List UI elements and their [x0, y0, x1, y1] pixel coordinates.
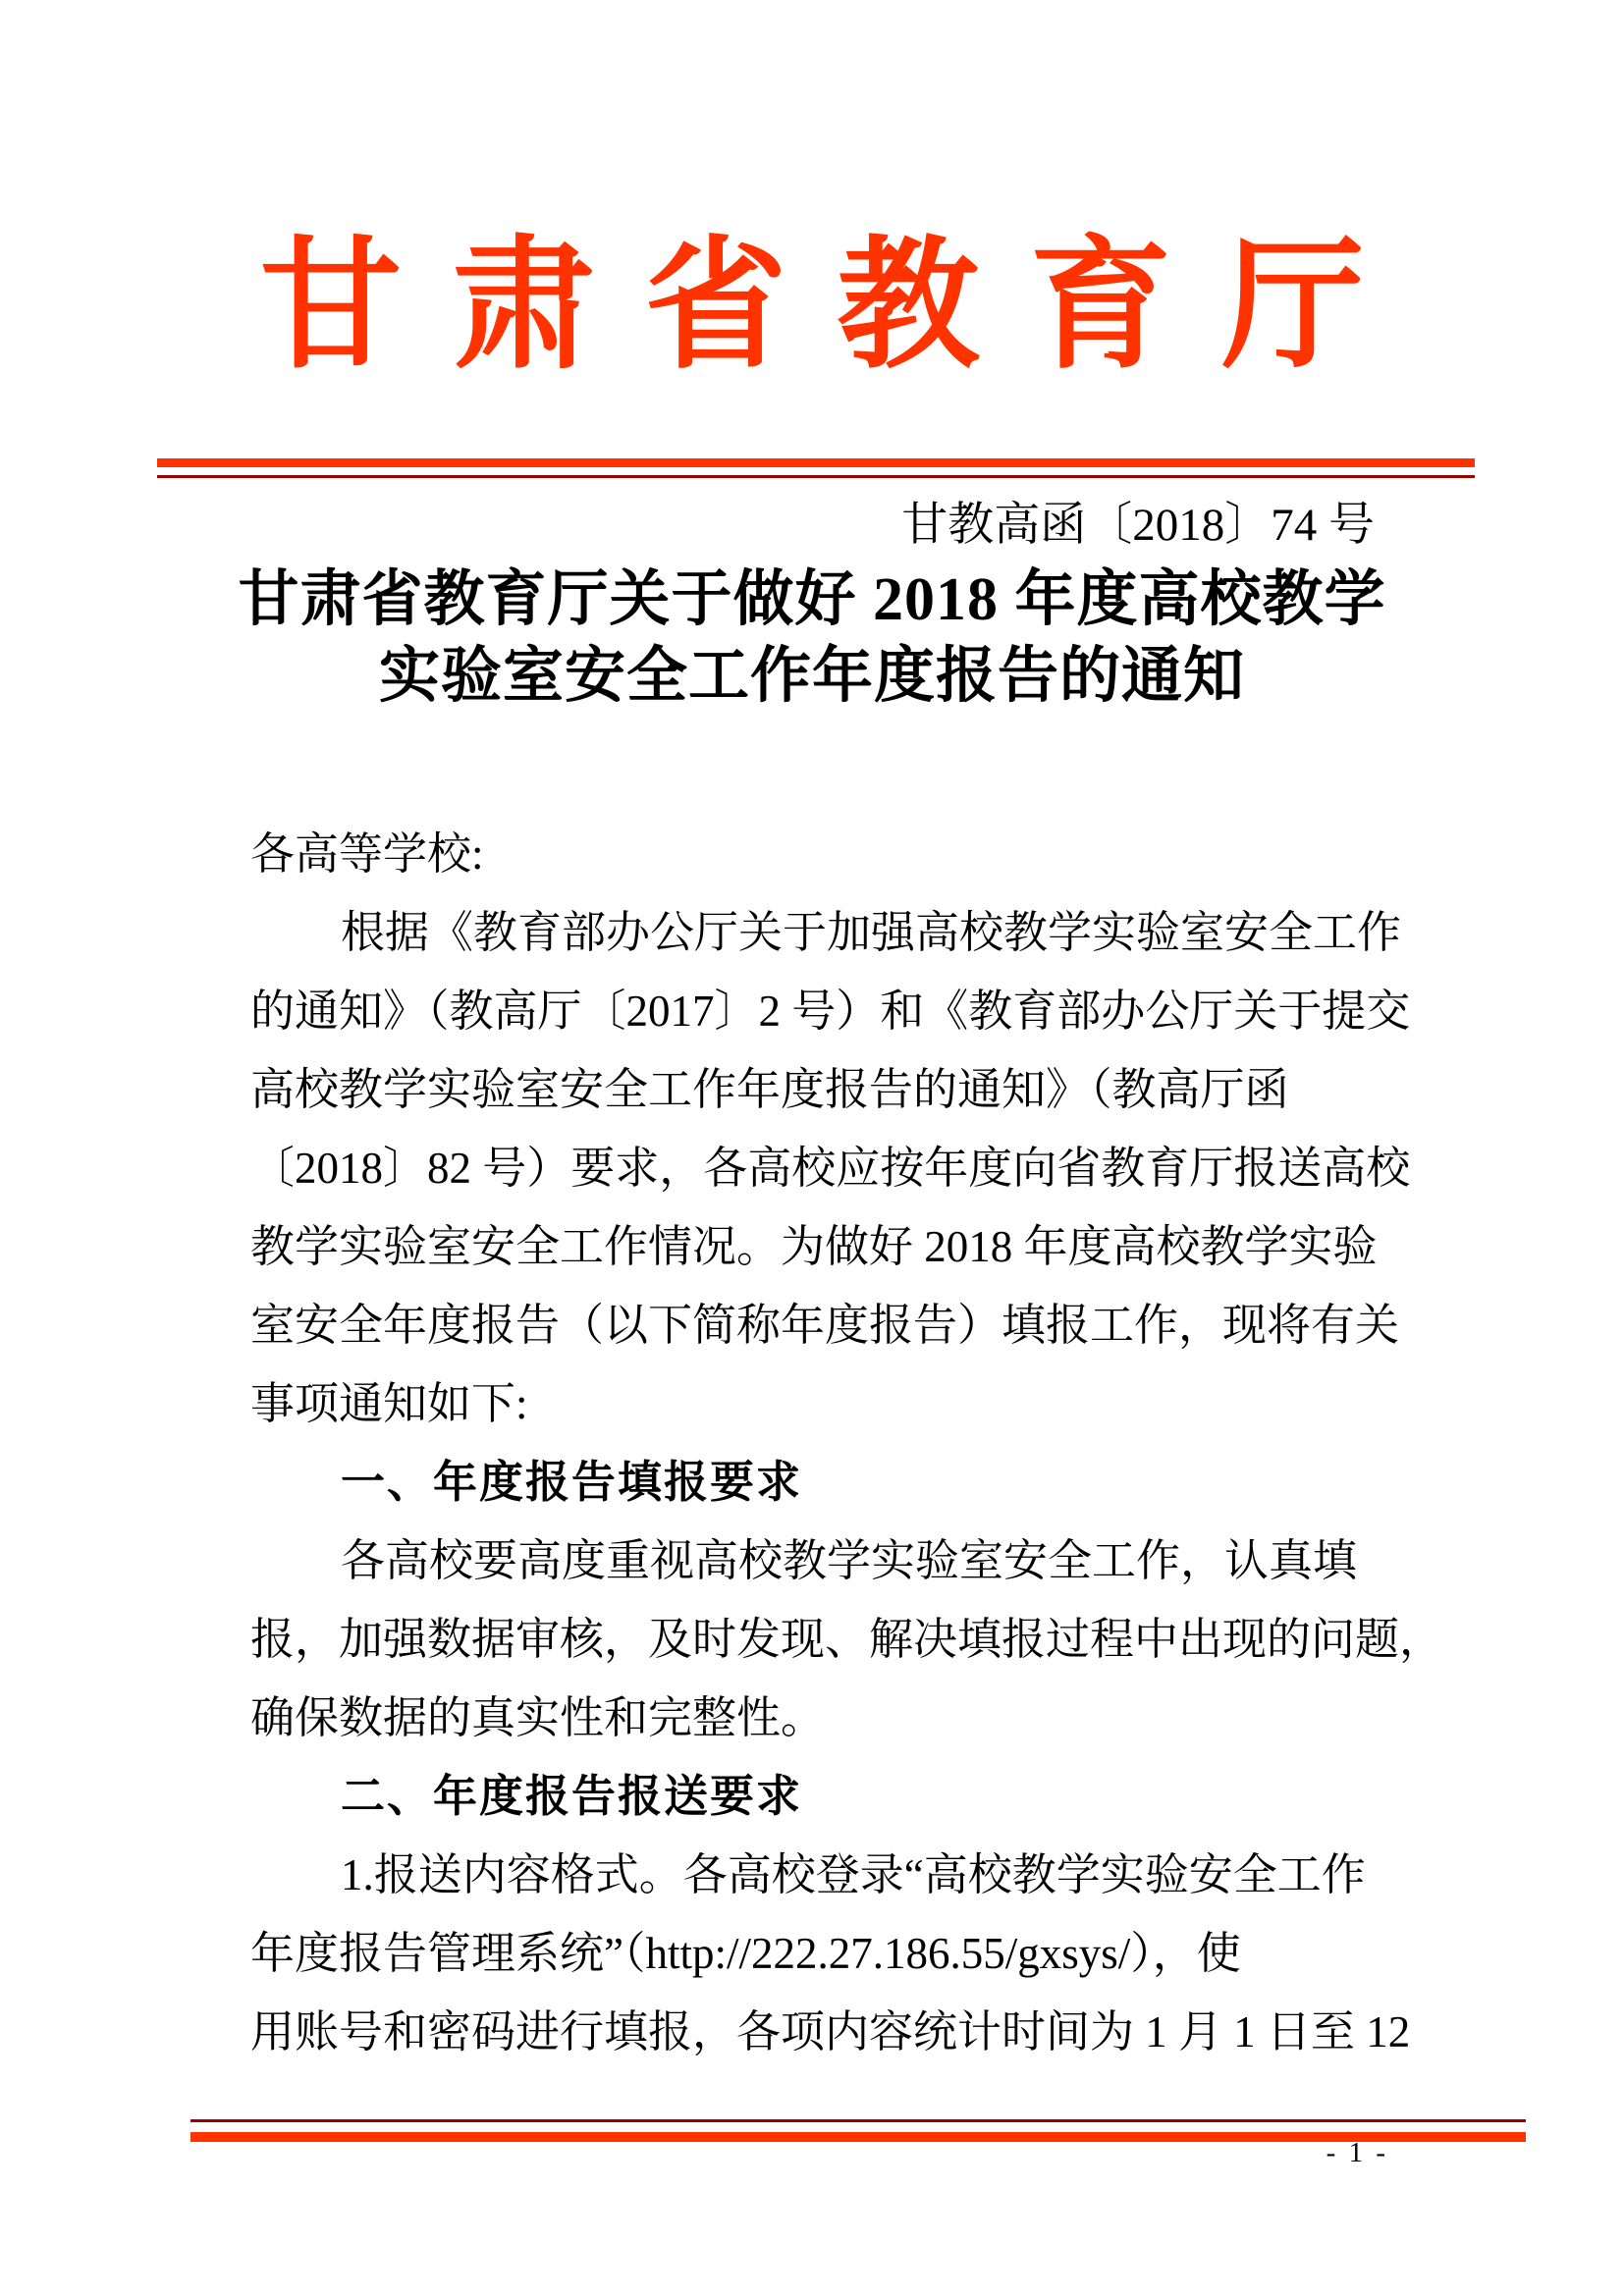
body-line: 各高校要高度重视高校教学实验室安全工作，认真填	[341, 1536, 1358, 1585]
body-line: 教学实验室安全工作情况。为做好 2018 年度高校教学实验	[250, 1222, 1378, 1271]
body-line: 根据《教育部办公厅关于加强高校教学实验室安全工作	[341, 908, 1402, 957]
doc-number: 甘教高函〔2018〕74 号	[901, 500, 1375, 551]
page-number: - 1 -	[1326, 2137, 1388, 2168]
body-line: 的通知》（教高厅〔2017〕2 号）和《教育部办公厅关于提交	[250, 987, 1411, 1036]
header-rule-thin	[157, 475, 1475, 478]
body-line: 〔2018〕82 号）要求，各高校应按年度向省教育厅报送高校	[250, 1144, 1411, 1193]
body-line: 报，加强数据审核，及时发现、解决填报过程中出现的问题，	[250, 1615, 1444, 1664]
notice-title-line-2: 实验室安全工作年度报告的通知	[378, 643, 1245, 710]
body-line: 事项通知如下:	[250, 1379, 528, 1428]
notice-title-line-1: 甘肃省教育厅关于做好 2018 年度高校教学	[238, 566, 1386, 633]
body-line: 各高等学校:	[250, 829, 484, 879]
document-body	[250, 815, 1444, 2071]
body-line: 1.报送内容格式。各高校登录“高校教学实验安全工作	[341, 1850, 1366, 1899]
body-line: 室安全年度报告（以下简称年度报告）填报工作，现将有关	[250, 1301, 1400, 1350]
body-line: 二、年度报告报送要求	[341, 1771, 803, 1821]
body-line: 确保数据的真实性和完整性。	[250, 1693, 826, 1742]
body-line: 一、年度报告填报要求	[341, 1457, 803, 1507]
footer-rule-thin	[190, 2119, 1526, 2122]
body-line: 年度报告管理系统”（http://222.27.186.55/gxsys/），使	[250, 1929, 1241, 1978]
body-line: 用账号和密码进行填报，各项内容统计时间为 1 月 1 日至 12	[250, 2007, 1411, 2056]
notice-title	[0, 561, 1624, 715]
agency-header-title: 甘肃省教育厅	[259, 229, 1415, 386]
body-line: 高校教学实验室安全工作年度报告的通知》（教高厅函	[250, 1065, 1289, 1114]
header-rule-thick	[157, 458, 1475, 467]
